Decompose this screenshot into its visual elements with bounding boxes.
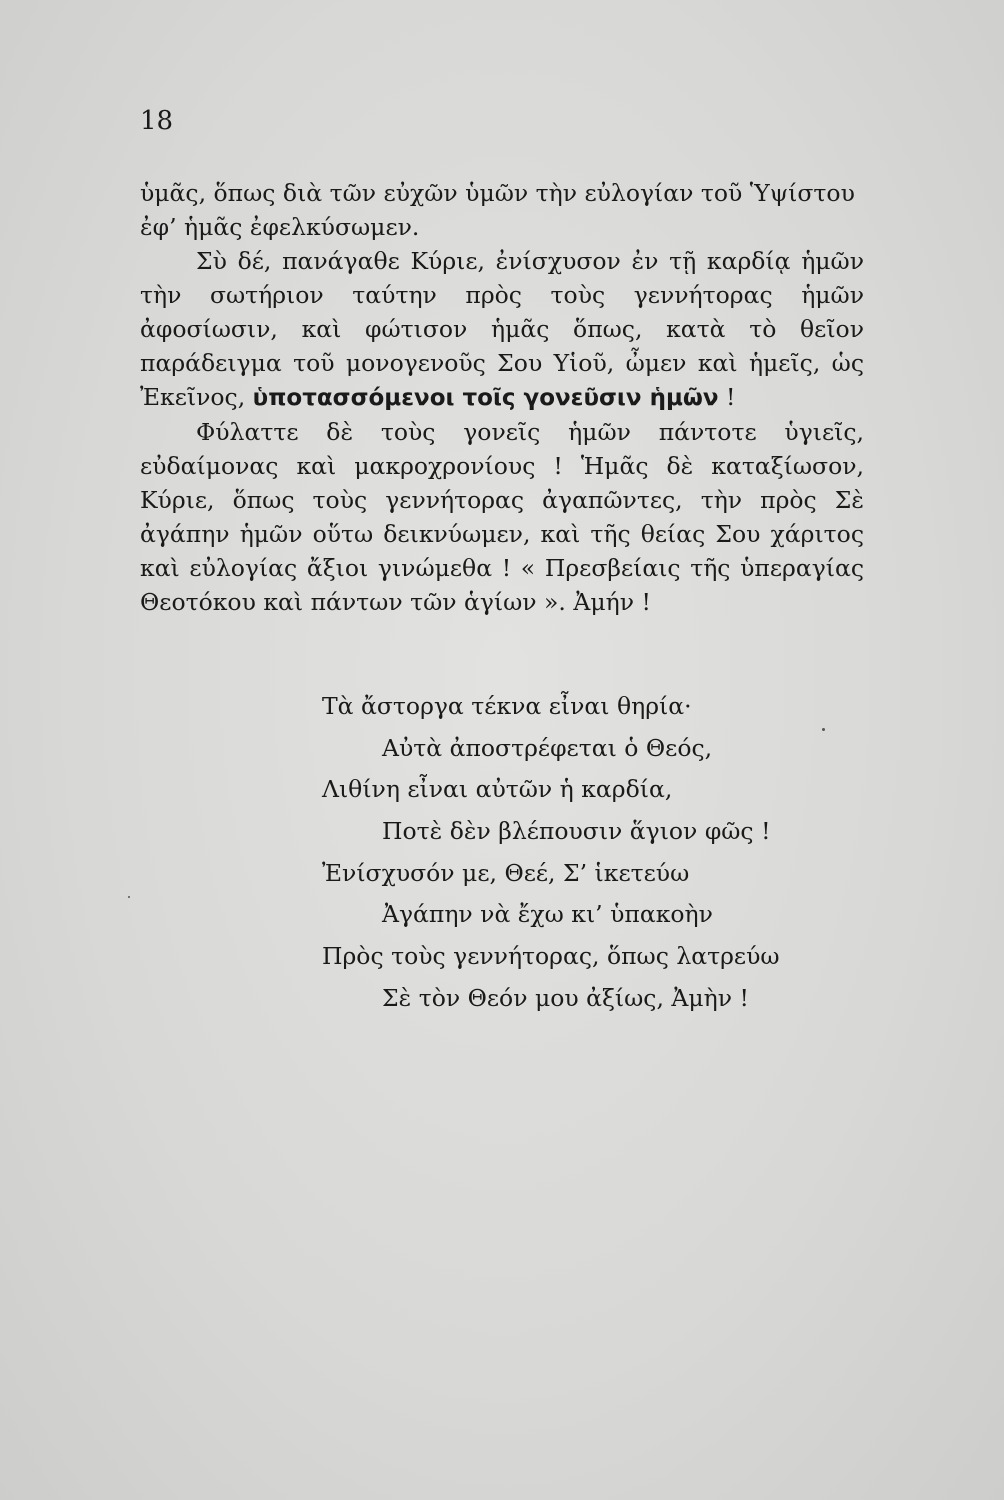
paper-speck — [128, 896, 130, 898]
page-number: 18 — [140, 106, 174, 136]
poem-line: Σὲ τὸν Θεόν μου ἀξίως, Ἀμὴν ! — [382, 983, 749, 1012]
paragraph-2 — [140, 244, 864, 415]
poem — [322, 686, 862, 1020]
paragraph-3: Φύλαττε δὲ τοὺς γονεῖς ἡμῶν πάντοτε ὑγιεῖς, εὐδαίμονας καὶ μακροχρονίους ! Ἡμᾶς δὲ καταξίωσον, Κύριε, ὅπως τοὺς γεννήτορας ἀγαπῶντες, τὴν πρὸς Σὲ ἀγάπην ἡμῶν οὕτω δεικνύωμεν, καὶ τῆς θείας Σου χάριτος καὶ εὐλογίας ἄξιοι γινώμεθα ! « Πρεσβείαις τῆς ὑπεραγίας Θεοτόκου καὶ πάντων τῶν ἁγίων ». Ἀμήν ! — [140, 418, 864, 616]
paragraph-2-ending: ! — [718, 383, 736, 411]
prose-body — [140, 176, 864, 619]
poem-line: Πρὸς τοὺς γεννήτορας, ὅπως λατρεύω — [322, 942, 780, 971]
poem-line: Τὰ ἄστοργα τέκνα εἶναι θηρία· — [322, 692, 692, 720]
poem-line: Ποτὲ δὲν βλέπουσιν ἅγιον φῶς ! — [382, 817, 771, 846]
paragraph-1: ὑμᾶς, ὅπως διὰ τῶν εὐχῶν ὑμῶν τὴν εὐλογίαν τοῦ Ὑψίστου ἐφ’ ἡμᾶς ἐφελκύσωμεν. — [140, 179, 855, 241]
poem-line: Ἐνίσχυσόν με, Θεέ, Σ’ ἱκετεύω — [322, 858, 690, 887]
poem-line: Λιθίνη εἶναι αὐτῶν ἡ καρδία, — [322, 775, 673, 804]
paragraph-2-text: Σὺ δέ, πανάγαθε Κύριε, ἐνίσχυσον ἐν τῇ καρδίᾳ ἡμῶν τὴν σωτήριον ταύτην πρὸς τοὺς γεννήτορας ἡμῶν ἀφοσίωσιν, καὶ φώτισον ἡμᾶς ὅπως, κατὰ τὸ θεῖον παράδειγμα τοῦ μονογενοῦς Σου Υἱοῦ, ὦμεν καὶ ἡμεῖς, ὡς Ἐκεῖνος, — [140, 247, 864, 411]
poem-line: Ἀγάπην νὰ ἔχω κι’ ὑπακοὴν — [382, 900, 713, 929]
paper-speck — [822, 728, 825, 731]
paragraph-2-bold-phrase: ὑποτασσόμενοι τοῖς γονεῦσιν ἡμῶν — [252, 385, 719, 411]
poem-line: Αὐτὰ ἀποστρέφεται ὁ Θεός, — [382, 733, 713, 762]
